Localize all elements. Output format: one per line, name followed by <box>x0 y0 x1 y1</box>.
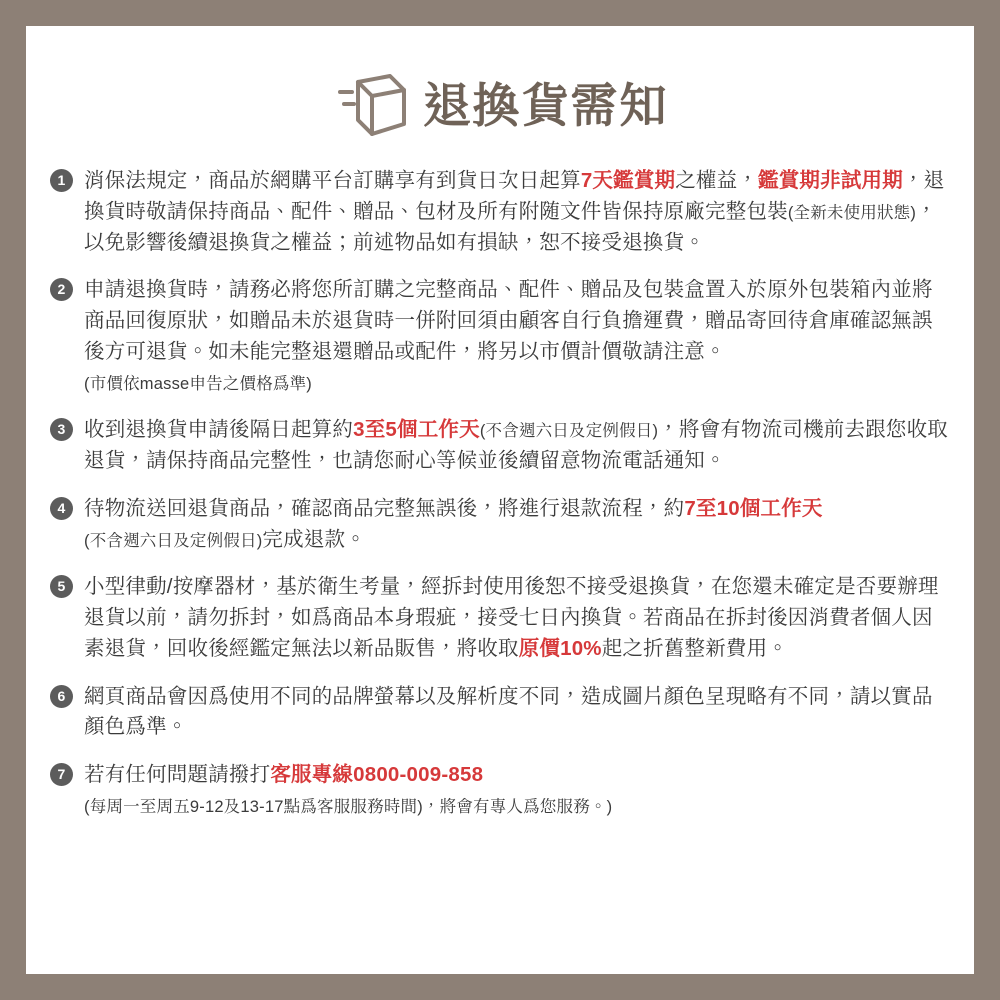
body-text: 起之折舊整新費用。 <box>601 636 789 660</box>
fineprint-text: (不含週六日及定例假日) <box>84 531 263 550</box>
term-number-badge: 3 <box>50 418 73 441</box>
term-text <box>84 275 952 398</box>
body-text: 申請退換貨時，請務必將您所訂購之完整商品、配件、贈品及包裝盒置入於原外包裝箱內並將商品回復原狀，如贈品未於退貨時一併附回須由顧客自行負擔運費，贈品寄回待倉庫確認無誤後方可退貨。如未能完整退還贈品或配件，將另以市價計價敬請注意。 <box>84 278 933 363</box>
fineprint-text: (每周一至周五9-12及13-17點爲客服服務時間)，將會有專人爲您服務。) <box>84 797 613 816</box>
body-text: 若有任何問題請撥打 <box>84 763 271 786</box>
highlight-text: 鑑賞期非試用期 <box>758 169 903 192</box>
term-text <box>84 415 952 477</box>
term-number-badge: 4 <box>50 497 73 520</box>
fineprint-text: (不含週六日及定例假日) <box>479 422 659 441</box>
term-item <box>48 760 952 822</box>
term-item <box>48 275 952 398</box>
fineprint-text: (市價依masse申告之價格爲準) <box>84 374 312 393</box>
body-text: 消保法規定，商品於網購平台訂購享有到貨日次日起算 <box>84 169 581 192</box>
body-text: 待物流送回退貨商品，確認商品完整無誤後，將進行退款流程，約 <box>84 496 685 520</box>
term-number-badge: 5 <box>50 575 73 598</box>
term-item <box>48 166 952 258</box>
body-text: 小型律動/按摩器材，基於衛生考量，經拆封使用後恕不接受退換貨，在您還未確定是否要辦理退貨以前，請勿拆封，如爲商品本身瑕疵，接受七日內換貨。若商品在拆封後因消費者個人因素退貨，回收後經鑑定無法以新品販售，將收取 <box>84 575 939 660</box>
body-text: ，以免影響後續退換貨之權益；前述物品如有損缺，恕不接受退換貨。 <box>84 199 937 254</box>
term-item <box>48 494 952 556</box>
body-text: ，將會有物流司機前去跟您收取退貨，請保持商品完整性，也請您耐心等候並後續留意物流電話通知。 <box>84 418 949 472</box>
body-text: 之權益， <box>675 169 759 192</box>
term-item <box>48 682 952 744</box>
highlight-text: 7天鑑賞期 <box>580 169 676 192</box>
term-text <box>84 494 952 556</box>
highlight-text: 3至5個工作天 <box>353 418 480 442</box>
term-text <box>84 572 952 664</box>
body-text: 完成退款。 <box>262 527 366 551</box>
term-text <box>84 166 952 258</box>
body-text: 收到退換貨申請後隔日起算約 <box>84 418 354 442</box>
term-text <box>84 760 952 822</box>
highlight-text: 原價10% <box>518 636 602 660</box>
term-number-badge: 1 <box>50 169 73 192</box>
package-box-icon <box>332 70 410 140</box>
page-header <box>48 70 952 140</box>
highlight-text: 7至10個工作天 <box>684 496 823 520</box>
return-policy-card <box>26 26 974 974</box>
term-item <box>48 572 952 664</box>
term-number-badge: 7 <box>50 763 73 786</box>
body-text: 網頁商品會因爲使用不同的品牌螢幕以及解析度不同，造成圖片顏色呈現略有不同，請以實品顏色爲準。 <box>84 684 933 739</box>
term-number-badge: 6 <box>50 685 73 708</box>
page-title: 退換貨需知 <box>423 78 669 132</box>
term-text <box>84 682 952 744</box>
terms-list <box>48 166 952 822</box>
term-item <box>48 415 952 477</box>
highlight-text: 客服專線0800-009-858 <box>270 763 484 786</box>
fineprint-text: (全新未使用狀態) <box>787 203 917 222</box>
term-number-badge: 2 <box>50 278 73 301</box>
body-text: ，退換貨時敬請保持商品、配件、贈品、包材及所有附随文件皆保持原廠完整包裝 <box>84 169 945 223</box>
